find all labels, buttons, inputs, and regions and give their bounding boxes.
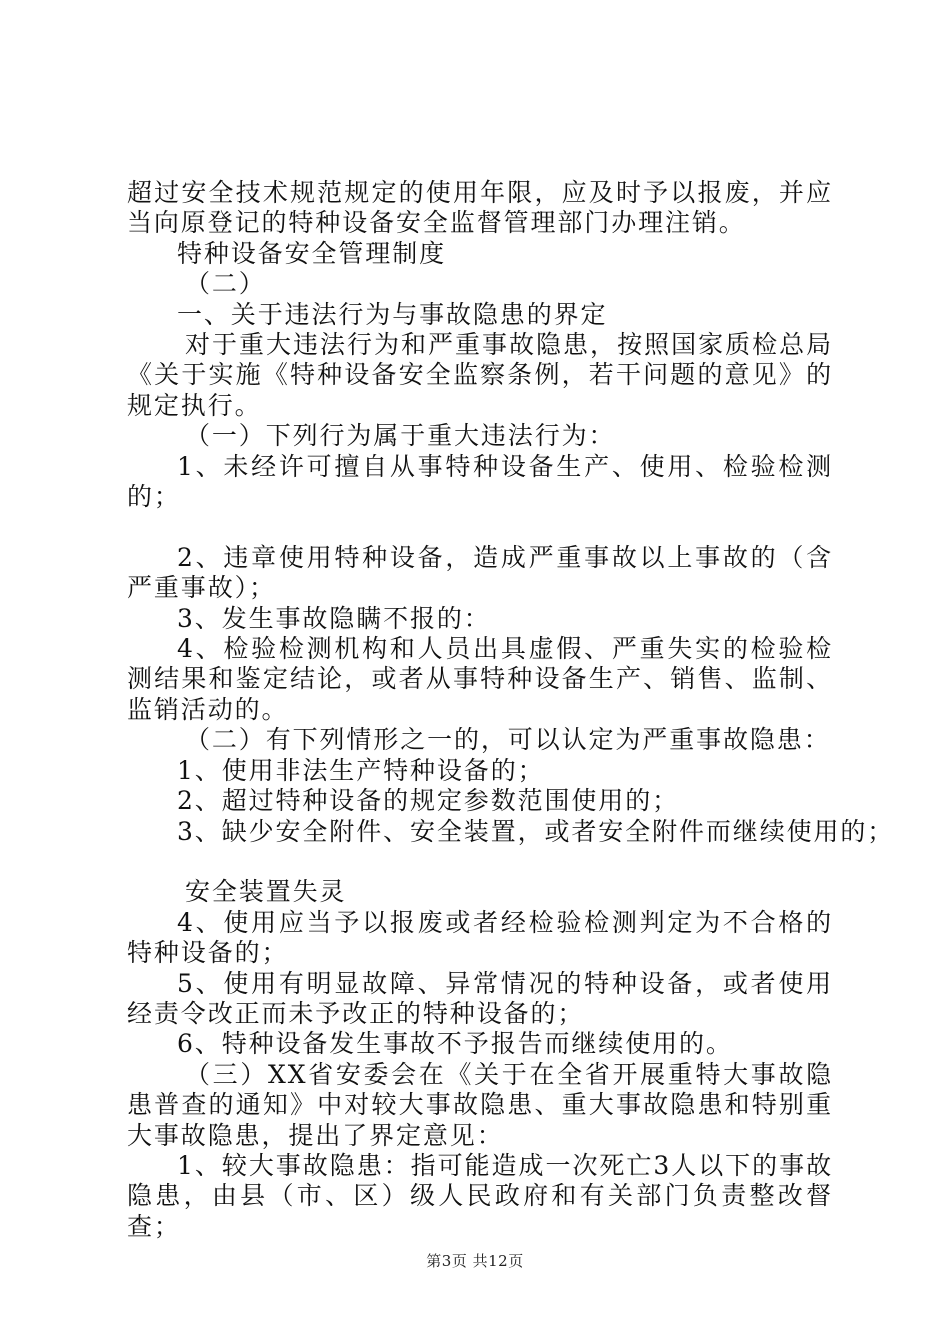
paragraph: 1、使用非法生产特种设备的；	[177, 755, 545, 785]
paragraph: （三）XX省安委会在《关于在全省开展重特大事故隐患普查的通知》中对较大事故隐患、重大事故隐患和特别重大事故隐患，提出了界定意见：	[127, 1059, 833, 1150]
paragraph: 4、使用应当予以报废或者经检验检测判定为不合格的特种设备的；	[127, 907, 833, 968]
paragraph: 6、特种设备发生事故不予报告而继续使用的。	[177, 1029, 733, 1059]
paragraph: （一）下列行为属于重大违法行为：	[185, 421, 616, 451]
blank-line	[127, 847, 833, 877]
paragraph: 3、发生事故隐瞒不报的：	[177, 603, 491, 633]
paragraph: 对于重大违法行为和严重事故隐患，按照国家质检总局《关于实施《特种设备安全监察条例，若干问题的意见》的规定执行。	[127, 330, 833, 420]
paragraph: 一、关于违法行为与事故隐患的界定	[177, 299, 608, 329]
paragraph: 超过安全技术规范规定的使用年限，应及时予以报废，并应当向原登记的特种设备安全监督管理部门办理注销。	[127, 178, 833, 238]
document-body	[127, 178, 895, 1242]
paragraph: 安全装置失灵	[185, 877, 347, 907]
paragraph: 2、超过特种设备的规定参数范围使用的；	[177, 786, 680, 816]
paragraph: 5、使用有明显故障、异常情况的特种设备，或者使用经责令改正而未予改正的特种设备的；	[127, 968, 833, 1028]
paragraph: 1、未经许可擅自从事特种设备生产、使用、检验检测的；	[127, 451, 833, 512]
paragraph: 特种设备安全管理制度	[177, 238, 447, 268]
blank-line	[127, 512, 833, 542]
paragraph: 3、缺少安全附件、安全装置，或者安全附件而继续使用的；	[177, 816, 895, 846]
paragraph: （二）有下列情形之一的，可以认定为严重事故隐患：	[185, 725, 831, 755]
paragraph: 1、较大事故隐患：指可能造成一次死亡3人以下的事故隐患，由县（市、区）级人民政府和有关部门负责整改督查；	[127, 1150, 833, 1241]
paragraph: （二）	[185, 269, 266, 299]
paragraph: 2、违章使用特种设备，造成严重事故以上事故的（含严重事故）；	[127, 542, 833, 603]
page-footer: 第3页 共12页	[426, 1252, 524, 1270]
paragraph: 4、检验检测机构和人员出具虚假、严重失实的检验检测结果和鉴定结论，或者从事特种设备生产、销售、监制、监销活动的。	[127, 634, 833, 724]
